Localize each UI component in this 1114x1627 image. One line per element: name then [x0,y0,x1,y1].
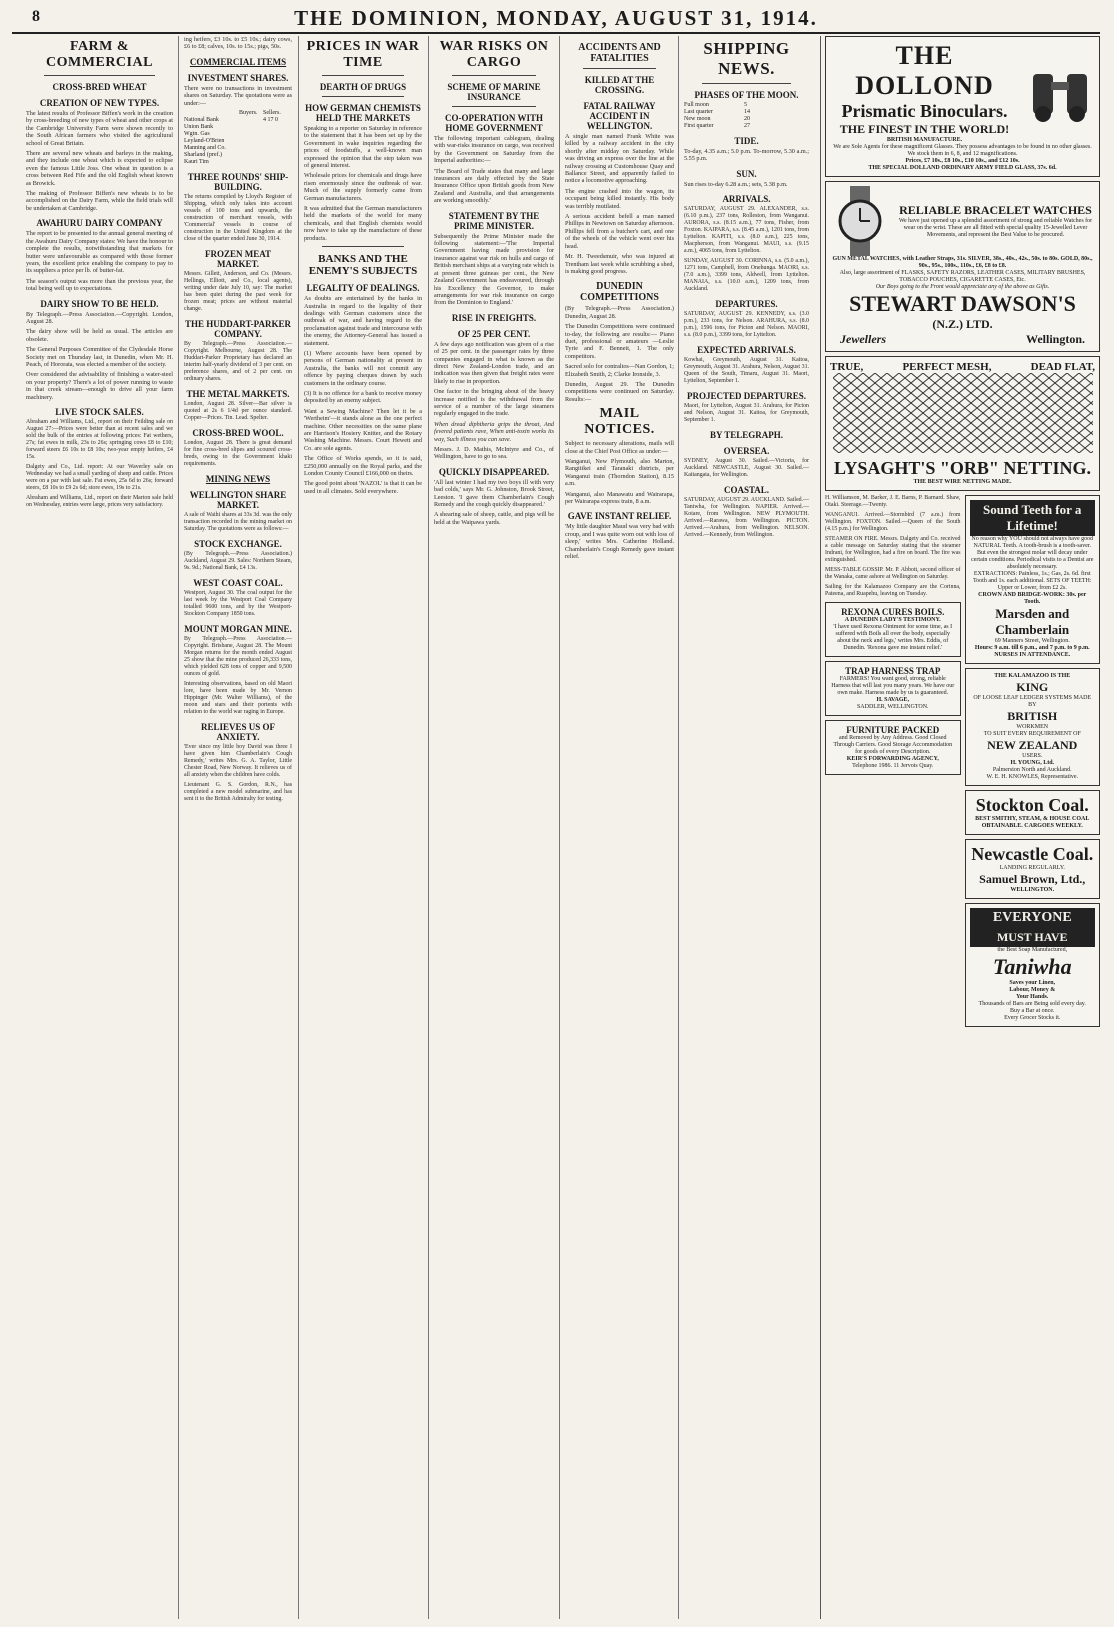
article-heading: BY TELEGRAPH. [709,430,783,441]
ad-line: the Best Soap Manufactured, [997,947,1068,953]
ad-taniwha-soap [965,903,1101,1027]
article-text: The latest results of Professor Biffen's work in the creation by cross-breeding of new types of wheat and other crops at the Cambridge University Farm were shown recently to the South African farmers who visited the agricultural school of Great Britain. [26,110,173,147]
article-text: Abraham and Williams, Ltd., report on their Feilding sale on August 27:—Prices were better than at recent sales and we sold the bulk of the entries at following prices: Fat wethers, 27s; fat ewes in milk, 23s to 26s; springing cows £8 to £10; forward steers £6 10s to £8 10s; two-year empty heifers, £4 15s. [26,419,173,460]
article-text: The dairy show will be held as usual. The articles are obsolete. [26,328,173,343]
ad-line: Buy a Bar at once. [1010,1008,1055,1014]
article-text: Wanganui, also Manawatu and Wairarapa, per Wairarapa express train, 8 a.m. [565,490,674,506]
article-text: (By Telegraph.—Press Association.) Auckland, August 29. Sales: Northern Steam, 9s. 9d.; National Bank, £4 13s. [184,551,292,572]
article-text: The good point about 'NAZOL' is that it can be used in all climates. Sold everywhere. [304,480,422,495]
ad-line: Every Grocer Stocks it. [1004,1015,1061,1021]
ad-line: KING [1016,680,1049,694]
article-text: Wholesale prices for chemicals and drugs have risen enormously since the outbreak of war. Much of the supply formerly came from German manufacturers. [304,172,422,202]
ad-firm: H. SAVAGE, [876,697,910,703]
ad-right-stack [965,495,1101,1031]
article-text: The Office of Works spends, so it is said, £250,000 annually on the Royal parks, and the London County Council £166,000 on theirs. [304,455,422,478]
column-prices-war [300,36,426,1619]
article-text: Messrs. J. D. Mathis, McIntyre and Co., of Wellington, have to go to sea. [434,446,554,461]
ad-line: Saves your Linen, [1009,980,1056,986]
article-text: It was admitted that the German manufacturers held the markets of the world for many chemicals, and that English chemists would now have to take up the manufacture of these products. [304,205,422,242]
divider [322,96,404,97]
column-rule [178,36,179,1619]
ad-line: Thousands of Bars are Being sold every day. [978,1001,1086,1007]
article-heading: PROJECTED DEPARTURES. [686,391,807,402]
share-table-row: Manning and Co. [184,145,226,152]
page-number: 8 [32,8,40,25]
article-text: The returns compiled by Lloyd's Register of Shipping, which only takes into account vessels of 100 tons and upwards, the construction of merchant vessels, with 'Commercial' vessels in course of construction in the United Kingdom at the close of the quarter ended June 30, 1914. [184,194,292,243]
column-farm-commercial [22,36,177,1619]
article-text: SYDNEY, August 30. Sailed.—Victoria, for Auckland. NEWCASTLE, August 30. Sailed.—Kaitangata, for Wellington. [684,458,809,479]
article-text: SATURDAY, AUGUST 29. ALEXANDER, s.s. (6.10 p.m.), 237 tons, Rolleston, from Wanganui. AURORA, s.s. (8.15 a.m.), 77 tons, Fisher, from Foxton. KAIPARA, s.s. (8.45 a.m.), 1201 tons, from Lyttelton. KAPITI, s.s. (8.0 a.m.), 225 tons, Macpherson, from Wanganui. MAUI, s.s. (9.15 a.m.), 4065 tons, from Lyttelton. [684,206,809,255]
ad-note: Our Boys going to the Front would appreciate any of the above as Gifts. [875,284,1050,290]
divider [322,246,404,247]
article-heading: COASTAL. [723,485,770,496]
ad-title: THE DOLLOND [855,41,994,100]
ad-word: PERFECT MESH, [902,361,992,373]
article-text: (3) It is no offence for a bank to receive money deposited by an enemy subject. [304,389,422,405]
article-heading: QUICKLY DISAPPEARED. [438,466,550,477]
ad-stockton-coal [965,790,1101,835]
article-text: Want a Sewing Machine? Then let it be a 'Wertheim'—it stands alone as the one perfect machine. Other necessities on the same plane are Harrison's Hosiery Knitter, and the Rotary Washing Machine. Messrs. Court Hewett and Co. are sole agents. [304,407,422,452]
ad-nurse: NURSES IN ATTENDANCE. [994,652,1071,658]
ad-firm-sub: SADDLER, WELLINGTON. [856,704,929,710]
article-heading: MAIL NOTICES. [584,406,655,438]
article-heading: STATEMENT BY THE PRIME MINISTER. [448,210,540,231]
ad-line: NEW ZEALAND [987,738,1078,752]
article-text: A serious accident befell a man named Phillips in Newtown on Saturday afternoon. Phillips fell from a butcher's cart, and one of the wheels of the vehicle went over his head. [565,213,674,250]
share-table-row: Union Bank [184,124,214,131]
article-text: By Telegraph.—Press Association.—Copyright. Melbourne, August 28. The Huddart-Parker Proprietary has declared an interim half-yearly dividend of 3 per cent. on preference shares, and of 2 per cent. on ordinary shares. [184,341,292,383]
ad-furniture [825,720,961,775]
article-text: A single man named Frank White was killed by a railway accident in the city shortly after midday on Saturday. While was driving an express over the line at the railway crossing at Customhouse Quay and Ballance Street, and apparently failed to notice a locomotive approaching. [565,133,674,185]
article-text: A shearing sale of sheep, cattle, and pigs will be held at the Waipawa yards. [434,511,554,526]
divider [452,75,536,76]
section-heading: FARM & COMMERCIAL [46,39,153,70]
ad-location: Palmerston North and Auckland. [992,767,1072,773]
article-text: One factor in the bringing about of the heavy increase notified is the withdrawal from the service of a number of the large steamers regularly engaged in the trade. [434,388,554,418]
article-text: There are several new wheats and barleys in the making, and they include one wheat which is expected to eclipse even the famous Little Joss. One wheat in question is a cross between Red Fife and the old English wheat known as Browick. [26,150,173,187]
ad-subtitle: THE BEST WIRE NETTING MADE. [913,479,1012,485]
column-accidents [561,36,678,1619]
ad-newcastle-coal [965,839,1101,899]
article-text: SATURDAY, AUGUST 29. AUCKLAND. Sailed.—Taniwha, for Wellington. NAPIER. Arrived.—Kotare, from Wellington. NEW PLYMOUTH. Arrived.—Rarawa, from Wellington. PICTON. Arrived.—Arahura, from Wellington. NELSON. Arrived.—Kennedy, from Wellington. [684,497,809,539]
article-heading: MOUNT MORGAN MINE. [184,624,292,635]
column-rule [428,36,429,1619]
article-subheading: DEARTH OF DRUGS [319,82,407,92]
ad-tagline: THE FINEST IN THE WORLD! [839,122,1010,136]
article-text: London, August 28. Silver—Bar silver is quoted at 2s 6 1/4d per ounce standard. Copper—Prices. Tin. Lead. Spelter. [184,401,292,422]
article-text: Dunedin, August 29. The Dunedin competitions were continued on Saturday. Results:— [565,380,674,403]
article-text: 'My little daughter Maud was very bad with croup, and I was quite worn out with loss of sleep,' writes Mrs. Catherine Holland. Chamberlain's Cough Remedy gave instant relief. [565,523,674,561]
article-subheading: CREATION OF NEW TYPES. [39,98,160,108]
ad-title: LYSAGHT'S "ORB" NETTING. [834,458,1091,478]
ad-title: Newcastle Coal. [971,844,1094,864]
article-text: Abraham and Williams, Ltd., report on their Marton sale held on Wednesday, entries were large, prices very satisfactory. [26,495,173,508]
article-text: 'Ever since my little boy David was three I have given him Chamberlain's Cough Remedy,' writes Mrs. G. A. Taylor, Little Chester Road, New Norway. It relieves us of all anxiety when the children have colds. [184,744,292,779]
article-text: SATURDAY, AUGUST 29. KENNEDY, s.s. (3.0 p.m.), 233 tons, for Nelson. ARAHURA, s.s. (8.0 p.m.), 1596 tons, for Picton and Nelson. MAORI, s.s. (8.0 p.m.), 3399 tons, for Lyttelton. [684,311,809,339]
ad-location: WELLINGTON. [1010,887,1055,893]
divider [583,68,656,69]
article-subheading: WELLINGTON SHARE MARKET. [189,490,287,511]
article-text: The season's output was more than the previous year, the total being well up to expectations. [26,277,173,293]
ad-special: THE SPECIAL DOLLAND ORDINARY ARMY FIELD GLASS, 37s. 6d. [868,165,1057,171]
article-text: The Dunedin Competitions were continued to-day, the following are results:— Piano duet, professional or amateurs —Leslie Tyrie and F. Bennett, 1. The only competitors. [565,323,674,360]
article-heading: THE HUDDART-PARKER COMPANY. [185,319,291,340]
article-headline: SHIPPING NEWS. [703,39,790,78]
article-heading: CROSS-BRED WHEAT [52,82,147,92]
article-text: Mr. H. Tweedsmuir, who was injured at Trentham last week while scrubbing a shed, is making good progress. [565,253,674,275]
article-heading: RELIEVES US OF ANXIETY. [200,722,276,743]
share-table-row: Kauri Tim [184,159,209,166]
article-text: A few days ago notification was given of a rise of 25 per cent. in the passenger rates by three companies engaged in what is known as the direct New Zealand-London trade, and an indication was then given that freight rates were likely to rise in proportion. [434,340,554,385]
article-text: There were no transactions in investment shares on Saturday. The quotations were as under:— [184,84,292,107]
article-heading: DUNEDIN COMPETITIONS [580,281,659,304]
ad-rexona [825,602,961,657]
article-heading: FATAL RAILWAY ACCIDENT IN WELLINGTON. [583,101,656,131]
article-subheading: OVERSEA. [723,446,770,457]
ad-hours: Hours: 9 a.m. till 6 p.m., and 7 p.m. to 9 p.m. [974,645,1090,651]
share-table [184,110,292,166]
article-subheading: PHASES OF THE MOON. [694,90,799,100]
shipping-continued: STEAMER ON FIRE. Messrs. Dalgety and Co. received a cable message on Saturday stating that the steamer Indrani, for Wellington, had a fire on board. The fire was extinguished. [825,536,961,563]
article-text: Subsequently the Prime Minister made the following statement:—'The Imperial Government having made provision for insurance against war risk on hulls and cargo of British merchant ships at a varying rate which is at present three guineas per cent., the New Zealand Government has endeavoured, through his Excellency the Governor, to make arrangements for war risk insurance on cargo from the Dominion to England.' [434,232,554,307]
article-heading: AWAHURU DAIRY COMPANY [36,218,163,229]
article-text: To-day, 4.35 a.m.; 5.0 p.m. To-morrow, 5.30 a.m.; 5.55 p.m. [684,148,809,163]
share-table-header: Buyers. Sellers. [239,110,281,117]
article-text: When dread diphtheria grips the throat, And fevered patients rave, When anti-toxin works its way, Such illness you can save. [434,420,554,443]
article-heading: ARRIVALS. [722,194,771,205]
ad-body: FARMERS! You want good, strong, reliable Harness that will last you many years. We have our own make. Harness made by us is guaranteed. [831,676,955,696]
ad-firm: Marsden and Chamberlain [995,606,1070,637]
moon-row: First quarter 27 [684,123,750,129]
column-advertisements [820,36,1104,1619]
article-heading: FROZEN MEAT MARKET. [204,249,272,270]
newspaper-title: THE DOMINION, MONDAY, AUGUST 31, 1914. [294,6,818,30]
article-heading: STOCK EXCHANGE. [194,539,282,550]
ad-body: No reason why YOU should not always have good NATURAL Teeth. A tooth-brush is a tooth-saver. But even the strongest molar will decay under certain conditions. Periodical visits to a Dentist are absolutely necessary. [971,536,1094,570]
column-rule [678,36,679,1619]
article-heading: LIVE STOCK SALES. [55,407,144,417]
article-text: Maori, for Lyttelton, August 31. Arahura, for Picton and Nelson, August 31. Kaitoa, for Greymouth, September 1. [684,403,809,424]
dateline: By Telegraph.—Press Association.—Copyright. London, August 28. [26,310,173,325]
ad-also: Also, large assortment of FLASKS, SAFETY RAZORS, LEATHER CASES, MILITARY BRUSHES, TOBACCO POUCHES, CIGARETTE CASES, Etc. [839,270,1086,283]
ad-line: EVERYONE [970,908,1096,928]
ad-location: Wellington. [1025,332,1085,346]
ad-line: WORKMEN [1016,724,1049,730]
ad-subtitle: Prismatic Binoculars. [841,101,1008,121]
ad-body: BEST SMITHY, STEAM, & HOUSE COAL OBTAINABLE. CARGOES WEEKLY. [975,816,1090,829]
column-war-risks [430,36,558,1619]
share-table-row: Sharland (pref.) [184,152,222,159]
article-headline: WAR RISKS ON CARGO [439,39,549,70]
ad-jewellers: Jewellers [840,332,886,346]
ad-firm-sub: (N.Z.) LTD. [932,317,993,331]
ad-line: OF LOOSE LEAF LEDGER SYSTEMS MADE BY [973,695,1092,708]
article-subheading: INVESTMENT SHARES. [187,72,289,83]
article-text: A sale of Waihi shares at 33s 3d. was the only transaction recorded in the mining market on Saturday. The quotations were as follows:— [184,512,292,533]
article-heading: DEPARTURES. [715,299,778,310]
article-text: ing heifers, £3 10s. to £5 10s.; dairy cows, £6 to £8; calves, 10s. to 15s.; pigs, 50s. [184,36,292,51]
article-subheading: OF 25 PER CENT. [457,328,531,339]
ad-left-stack [825,495,961,1031]
article-heading: DAIRY SHOW TO BE HELD. [40,298,159,309]
article-subheading: KILLED AT THE CROSSING. [584,75,655,95]
divider [702,83,791,84]
article-text: (1) Where accounts have been opened by persons of German nationality at present in Australia, the banks will not commit any offence by paying cheques drawn by such customers in the ordinary course. [304,349,422,387]
article-subheading: LEGALITY OF DEALINGS. [306,283,420,294]
ad-firm: STEWART DAWSON'S [849,291,1076,316]
article-heading: SUN. [736,168,757,179]
article-text: The report to be presented to the annual general meeting of the Awahuru Dairy Company states: We have the honour to complete the results, notwithstanding that markets for butter were unfavourable as compared with those former years, the excellent price enabling the company to pay to its suppliers a price per lb. of butter-fat. [26,230,173,275]
ad-title: REXONA CURES BOILS. [841,607,945,617]
article-text: By Telegraph.—Press Association.—Copyright. Brisbane, August 28. The Mount Morgan returns for the month ended August 25 show that the mine produced 26,333 tons, which yielded 628 tons of copper and 9,500 ounces of gold. [184,636,292,678]
masthead [12,6,1100,34]
moon-row: Full moon 5 [684,102,747,108]
ad-subtitle: A DUNEDIN LADY'S TESTIMONY. [844,617,941,623]
ad-firm: KEIR'S FORWARDING AGENCY, [846,756,939,762]
article-heading: EXPECTED ARRIVALS. [697,345,796,356]
article-text: SUNDAY, AUGUST 30. CORINNA, s.s. (5.0 a.m.), 1271 tons, Campbell, from Onehunga. MAORI, s.s. (7.0 a.m.), 3399 tons, Aldwell, from Lyttelton. MANAIA, s.s. (10.0 a.m.), 1209 tons, from Auckland. [684,258,809,293]
article-heading: THREE ROUNDS' SHIP-BUILDING. [187,172,289,193]
ad-line: TO SUIT EVERY REQUIREMENT OF [983,731,1081,737]
ad-telephone: Telephone 1986. 11 Jervois Quay. [852,763,934,769]
article-text: The engine crashed into the wagon, its occupant being killed instantly. His body was terribly mutilated. [565,187,674,210]
ad-prices: GUN METAL WATCHES, with Leather Straps, 31s. SILVER, 38s., 40s., 42s., 50s. to 80s. GOLD, 80s., 90s., 95s., 100s., 110s., £6, £8 to £8. [832,256,1093,269]
article-text: Over considered the advisability of finishing a water-steel on your property? There's a lot of power running to waste in that creek stream—enough to drive all your farm machinery. [26,371,173,401]
moon-row: New moon 20 [684,116,750,122]
ad-stewart-dawson [825,181,1100,352]
ad-prices: Prices, £7 10s., £8 10s., £10 10s., and £12 10s. [905,158,1020,164]
share-table-row: Leyland-O'Brien [184,138,225,145]
ad-title: FURNITURE PACKED [846,725,940,735]
article-text: Messrs. Gillett, Anderson, and Co. (Messrs. Hellings, Elliott, and Co., local agents), writing under date July 10, say: The market has been quiet during the past week for frozen meat; prices are without material change. [184,271,292,313]
ad-line: THE KALAMAZOO IS THE [994,673,1071,679]
ad-kalamazoo [965,668,1101,786]
article-heading: COMMERCIAL ITEMS [189,56,287,67]
article-headline: PRICES IN WAR TIME [306,39,420,70]
article-heading: WEST COAST COAL. [193,578,283,589]
share-table-row: National Bank 4 17 0 [184,117,278,124]
shipping-continued: Sailing for the Kalamazoo Company are the Corinna, Pateena, and Ruapehu, leaving on Tuesday. [825,584,961,597]
ad-subtitle: LANDING REGULARLY. [999,865,1065,871]
article-text: As doubts are entertained by the banks in Australia in regard to the legality of their dealings with German customers since the outbreak of war, and having regard to the proclamation against trade and intercourse with the enemy, the Attorney-General has issued a statement. [304,295,422,347]
ad-brand: Taniwha [992,954,1072,979]
article-heading: CROSS-BRED WOOL. [192,428,284,439]
article-subheading: SCHEME OF MARINE INSURANCE [447,82,541,102]
ad-address: 69 Manners Street, Wellington. [994,638,1070,644]
ad-rep: W. E. H. KNOWLES, Representative. [986,774,1079,780]
article-text: Wanganui, New Plymouth, also Marton, Rangitikei and Taranaki districts, per Wanganui train (Thorndon Station), 8.15 a.m. [565,458,674,488]
article-text: Sacred solo for contraltos—Nan Gordon, 1; Elizabeth Smith, 2; Clarke Ironside, 3. [565,363,674,378]
article-heading: MINING NEWS [205,474,271,485]
article-text: 'All last winter I had my two boys ill with very bad colds,' says Mr. G. Johnston, Brook Street, Leeston. 'I gave them Chamberlain's Cough Remedy and the cough quickly disappeared.' [434,478,554,509]
article-text: The making of Professor Biffen's new wheats is to be accomplished on the Dairy Farm, while the field trials will be undertaken at Cambridge. [26,190,173,212]
article-headline: ACCIDENTS AND FATALITIES [578,42,661,64]
article-heading: HOW GERMAN CHEMISTS HELD THE MARKETS [305,103,421,123]
column-shipping [680,36,813,1619]
article-heading: BANKS AND THE ENEMY'S SUBJECTS [308,253,418,278]
divider [44,75,155,76]
article-text: Kowhai, Greymouth, August 31. Kaitoa, Greymouth, August 31. Arahura, Nelson, August 31. Queen of the South, Timaru, August 31. Maori, Lyttelton, September 1. [684,357,809,385]
article-heading: TIDE. [734,136,759,146]
ad-lysaght-netting [825,356,1100,491]
article-heading: GAVE INSTANT RELIEF. [567,511,672,522]
share-table-row: Wgtn. Gas [184,131,210,138]
ad-tagline: BRITISH MANUFACTURE. [886,137,963,143]
ad-sound-teeth [965,495,1101,664]
article-text: London, August 28. There is great demand for fine cross-bred slipes and scoured cross-breds, owing to the Government khaki requirements. [184,440,292,468]
article-text: Interesting observations, based on old Maori lore, have been made by Mr. Vernon Hippinger (Mr. Walter Williams), of the moon and stars and their portents with relation to the world war raging in Europe. [184,681,292,716]
ad-line: Your Hands. [1016,994,1049,1000]
article-text: Lieutenant G. S. Gordon, R.N., has completed a new model submarine, and has sent it to the British Admiralty for testing. [184,782,292,803]
ad-prices: EXTRACTIONS: Painless, 1s.; Gas, 2s. 6d. first Tooth and 1s. each additional. SETS OF TEETH: Upper or Lower, from £2 2s. [972,571,1092,591]
moon-row: Last quarter 14 [684,109,750,115]
ad-crown: CROWN AND BRIDGE-WORK: 30s. per Tooth. [978,592,1087,605]
article-heading: RISE IN FREIGHTS. [451,312,537,323]
binoculars-icon [1025,64,1095,122]
ad-line: BRITISH [1007,709,1058,723]
dateline: (By Telegraph.—Press Association.) Dunedin, August 28. [565,305,674,320]
article-heading: CO-OPERATION WITH HOME GOVERNMENT [445,113,543,133]
divider [452,106,536,107]
ad-trap-harness [825,661,961,716]
column-rule [559,36,560,1619]
shipping-continued: H. Williamson, M. Barker, J. E. Barns, P. Barnard. Shaw, Otaki. Steerage.—Twenty. [825,495,961,508]
moon-table [684,102,809,130]
column-commercial-items [180,36,296,1619]
ad-lower-grid [825,495,1100,1031]
ad-line: Labour, Money & [1009,987,1056,993]
ad-title: Stockton Coal. [975,795,1089,815]
article-heading: THE METAL MARKETS. [186,389,290,400]
ad-line: USERS. [1022,753,1043,759]
ad-body: We are Sole Agents for these magnificent Glasses. They possess advantages to be found in no other glasses. We stock them in 6, 8, and 12 magnifications. [833,144,1092,157]
shipping-continued: WANGANUI. Arrived.—Stormbird (7 a.m.) from Wellington. FOXTON. Sailed.—Queen of the South (4.15 p.m.) for Wellington. [825,512,961,532]
ad-line: MUST HAVE [970,928,1096,947]
article-text: Dalgety and Co., Ltd. report: At our Waverley sale on Wednesday we had a small yarding of sheep and cattle. Prices were on a par with last sale. Fat ewes, 25s 6d to 26s; forward steers, £8 10s to £9 2s 6d; store ewes, 19s to 21s. [26,464,173,491]
article-text: The General Purposes Committee of the Clydesdale Horse Society met on Thursday last, in Dunedin, when Mr. H. Peach, of Hororata, was elected a member of the society. [26,346,173,368]
ad-agent: H. YOUNG, Ltd. [1010,760,1055,766]
ad-title: TRAP HARNESS TRAP [845,666,941,676]
ad-body: 'I have used Rexona Ointment for some time, as I suffered with Boils all over the body, especially about the neck and legs,' writes Mrs. Eddis, of Dunedin. 'Rexona gave me instant relief.' [833,624,953,651]
article-text: 'The Board of Trade states that many and large insurances are daily effected by the State Insurance Office upon British goods from New Zealand and Australia, and that arrangements are working smoothly.' [434,167,554,205]
ad-firm: Samuel Brown, Ltd., [979,872,1086,886]
ad-body: We have just opened up a splendid assortment of strong and reliable Watches for wear on the wrist. These are all fitted with special quality 15-Jewelled Lever Movements, and represent the Best Value to be procured. [898,218,1093,238]
ad-title: Sound Teeth for a Lifetime! [970,500,1096,536]
article-text: The following important cablegram, dealing with war-risks insurance on cargo, was received by the Government on Saturday from the Imperial authorities:— [434,135,554,165]
wire-netting-illustration [833,373,1093,453]
ad-title: RELIABLE BRACELET WATCHES [899,203,1092,217]
article-text: Speaking to a reporter on Saturday in reference to the statement that it has been set up by the Government in wake inquiries regarding the prices of foodstuffs, a well-known man expressed the opinion that the step taken was of general interest. [304,125,422,170]
wristwatch-icon [830,186,890,256]
ad-word: TRUE, [830,361,864,373]
shipping-continued: MESS-TABLE GOSSIP. Mr. P. Abbott, second officer of the Wanaka, came ashore at Wellington on Saturday. [825,567,961,580]
article-text: Sun rises to-day 6.28 a.m.; sets, 5.38 p.m. [684,180,788,188]
article-text: Westport, August 30. The coal output for the last week by the Westport Coal Company totalled 9600 tons, and by the Westport-Stockton Company 1850 tons. [184,590,292,618]
divider [322,75,404,76]
article-text: Subject to necessary alterations, mails will close at the Chief Post Office as under:— [565,440,674,455]
ad-dollond-binoculars [825,36,1100,177]
column-rule [298,36,299,1619]
ad-word: DEAD FLAT, [1030,361,1095,373]
ad-body: and Removed by Any Address. Good Closed Through Carriers. Good Storage Accommodation for goods of every Description. [833,735,953,755]
